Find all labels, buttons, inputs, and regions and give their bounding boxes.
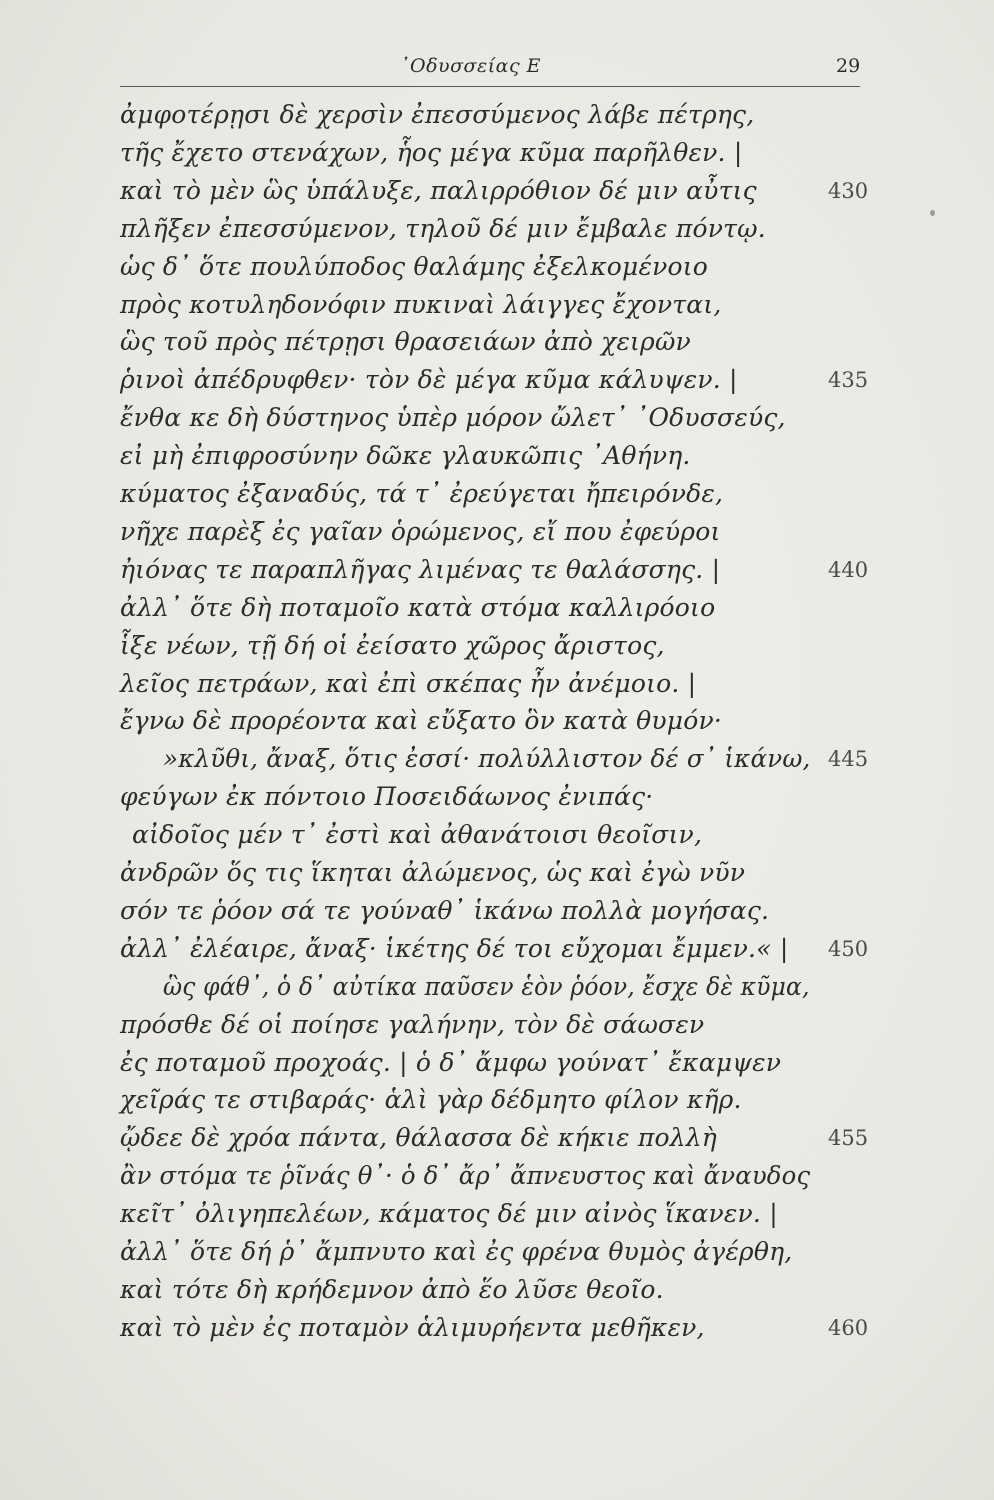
verse-line: ἀλλ᾿ ὅτε δή ῥ᾿ ἄμπνυτο καὶ ἐς φρένα θυμὸς ἀγέρθη, bbox=[120, 1237, 793, 1266]
verse-line: καὶ τότε δὴ κρήδεμνον ἀπὸ ἕο λῦσε θεοῖο. bbox=[120, 1274, 664, 1304]
verse-line: χεῖράς τε στιβαράς· ἁλὶ γὰρ δέδμητο φίλον κῆρ. bbox=[120, 1085, 742, 1115]
verse-line: ὣς τοῦ πρὸς πέτρῃσι θρασειάων ἀπὸ χειρῶν bbox=[120, 327, 691, 357]
line-number: 440 bbox=[828, 557, 869, 582]
verse-line: ἔνθα κε δὴ δύστηνος ὑπὲρ μόρον ὤλετ᾿ ᾿Οδυσσεύς, bbox=[120, 403, 786, 433]
verse-line: λεῖος πετράων, καὶ ἐπὶ σκέπας ἦν ἀνέμοιο. | bbox=[120, 668, 697, 698]
verse-line: καὶ τὸ μὲν ὣς ὑπάλυξε, παλιρρόθιον δέ μιν αὖτις bbox=[120, 175, 757, 205]
verse-line: ὣς φάθ᾿, ὁ δ᾿ αὐτίκα παῦσεν ἑὸν ῥόον, ἔσχε δὲ κῦμα, bbox=[163, 971, 810, 1001]
verse-line: ἂν στόμα τε ῥῖνάς θ᾿· ὁ δ᾿ ἄρ᾿ ἄπνευστος καὶ ἄναυδος bbox=[120, 1161, 811, 1191]
verse-line: σόν τε ῥόον σά τε γούναθ᾿ ἱκάνω πολλὰ μογήσας. bbox=[120, 895, 770, 925]
line-number: 450 bbox=[828, 936, 869, 961]
verse-line: φεύγων ἐκ πόντοιο Ποσειδάωνος ἐνιπάς· bbox=[120, 782, 654, 812]
line-number: 460 bbox=[828, 1315, 869, 1340]
verse-line: ἷξε νέων, τῇ δή οἱ ἐείσατο χῶρος ἄριστος, bbox=[120, 630, 665, 660]
header-rule bbox=[120, 86, 860, 87]
verse-line: τῆς ἔχετο στενάχων, ἧος μέγα κῦμα παρῆλθεν. | bbox=[120, 137, 743, 167]
verse-line: ἀλλ᾿ ἐλέαιρε, ἄναξ· ἱκέτης δέ τοι εὔχομαι ἔμμεν.« | bbox=[120, 933, 789, 963]
verse-line: πρόσθε δέ οἱ ποίησε γαλήνην, τὸν δὲ σάωσεν bbox=[120, 1009, 705, 1039]
line-number: 430 bbox=[828, 178, 869, 203]
verse-line: ἔγνω δὲ προρέοντα καὶ εὔξατο ὃν κατὰ θυμόν· bbox=[120, 706, 723, 736]
verse-line: ἠιόνας τε παραπλῆγας λιμένας τε θαλάσσης. | bbox=[120, 554, 721, 584]
verse-line: ἐς ποταμοῦ προχοάς. | ὁ δ᾿ ἄμφω γούνατ᾿ ἔκαμψεν bbox=[120, 1047, 782, 1077]
verse-line: ᾤδεε δὲ χρόα πάντα, θάλασσα δὲ κήκιε πολλὴ bbox=[120, 1123, 717, 1153]
running-title: ᾿Οδυσσείας Ε bbox=[400, 55, 542, 77]
verse-line: ὡς δ᾿ ὅτε πουλύποδος θαλάμης ἐξελκομένοιο bbox=[120, 251, 709, 281]
verse-line: πλῆξεν ἐπεσσύμενον, τηλοῦ δέ μιν ἔμβαλε πόντῳ. bbox=[120, 213, 766, 243]
verse-line: καὶ τὸ μὲν ἐς ποταμὸν ἁλιμυρήεντα μεθῆκεν, bbox=[120, 1312, 705, 1342]
verse-line: νῆχε παρὲξ ἐς γαῖαν ὁρώμενος, εἴ που ἐφεύροι bbox=[120, 516, 721, 546]
line-number: 435 bbox=[828, 368, 869, 393]
line-number: 445 bbox=[828, 747, 869, 772]
verse-line: κεῖτ᾿ ὀλιγηπελέων, κάματος δέ μιν αἰνὸς ἵκανεν. | bbox=[120, 1199, 778, 1229]
paper-speck bbox=[930, 210, 935, 216]
verse-line: πρὸς κοτυληδονόφιν πυκιναὶ λάιγγες ἔχονται, bbox=[120, 289, 722, 319]
verse-line: αἰδοῖος μέν τ᾿ ἐστὶ καὶ ἀθανάτοισι θεοῖσιν, bbox=[132, 820, 703, 850]
verse-line: εἰ μὴ ἐπιφροσύνην δῶκε γλαυκῶπις ᾿Αθήνη. bbox=[120, 441, 691, 471]
verse-line: ῥινοὶ ἀπέδρυφθεν· τὸν δὲ μέγα κῦμα κάλυψεν. | bbox=[120, 365, 738, 395]
page-number: 29 bbox=[836, 55, 861, 77]
verse-line: ἀλλ᾿ ὅτε δὴ ποταμοῖο κατὰ στόμα καλλιρόοιο bbox=[120, 592, 716, 622]
verse-line: κύματος ἐξαναδύς, τά τ᾿ ἐρεύγεται ἤπειρόνδε, bbox=[120, 479, 724, 508]
verse-line: ἀμφοτέρῃσι δὲ χερσὶν ἐπεσσύμενος λάβε πέτρης, bbox=[120, 100, 755, 129]
verse-line: ἀνδρῶν ὅς τις ἵκηται ἀλώμενος, ὡς καὶ ἐγὼ νῦν bbox=[120, 858, 746, 887]
verse-line: »κλῦθι, ἄναξ, ὅτις ἐσσί· πολύλλιστον δέ σ᾿ ἱκάνω, bbox=[163, 744, 811, 774]
line-number: 455 bbox=[828, 1126, 869, 1151]
